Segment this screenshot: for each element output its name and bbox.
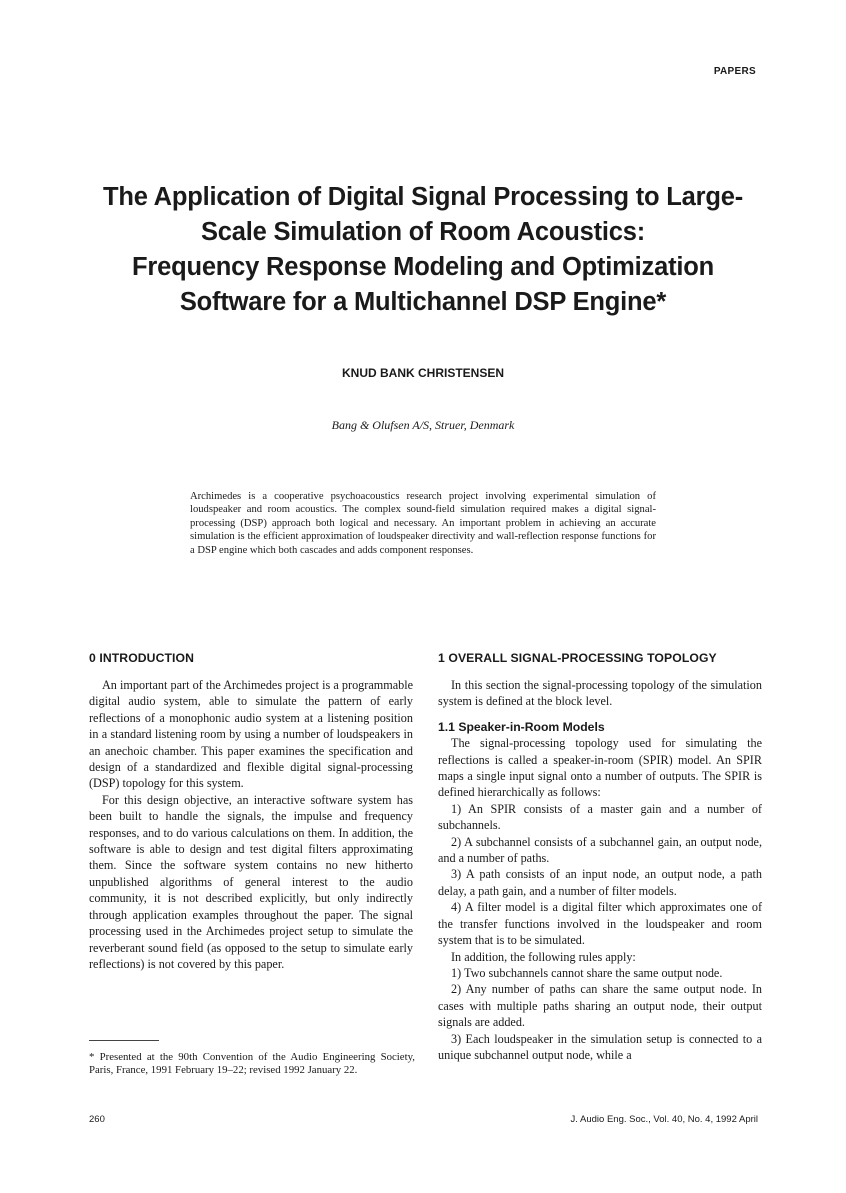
author-name: KNUD BANK CHRISTENSEN: [341, 366, 504, 380]
section-heading-topology: 1 OVERALL SIGNAL-PROCESSING TOPOLOGY: [438, 651, 717, 665]
author-affiliation: Bang & Olufsen A/S, Struer, Denmark: [331, 418, 515, 432]
right-column: [438, 677, 762, 1063]
title-line: The Application of Digital Signal Processing to Large-: [103, 183, 743, 211]
body-paragraph: The signal-processing topology used for simulating the reflections is called a speaker-in-room (SPIR) model. An SPIR maps a single input signal onto a number of outputs. The SPIR is defined hierarchically as follows:: [438, 736, 762, 800]
list-item: 2) A subchannel consists of a subchannel gain, an output node, and a number of paths.: [438, 834, 762, 866]
left-column: [89, 677, 413, 972]
section-header-label: PAPERS: [713, 66, 756, 77]
list-item: 2) Any number of paths can share the same output node. In cases with multiple paths sharing an output node, their output signals are added.: [438, 982, 762, 1030]
title-line: Software for a Multichannel DSP Engine*: [179, 288, 667, 316]
subsection-heading: 1.1 Speaker-in-Room Models: [438, 719, 605, 734]
body-paragraph: For this design objective, an interactive software system has been built to handle the signals, the impulse and frequency responses, and to do various calculations on them. In addition, the software is able to design and test digital filters approximating them. Since the software system contains no new hitherto unpublished algorithms of general interest to the audio community, it is not described explicitly, but only indirectly through application examples throughout the paper. The signal processing used in the Archimedes project setup to simulate the reverberant sound field (as opposed to the setup to simulate early reflections) is not covered by this paper.: [89, 792, 413, 971]
title-line: Scale Simulation of Room Acoustics:: [200, 218, 646, 246]
page-number: 260: [89, 1114, 105, 1125]
list-item: 1) An SPIR consists of a master gain and a number of subchannels.: [438, 801, 762, 833]
journal-citation: J. Audio Eng. Soc., Vol. 40, No. 4, 1992 April: [570, 1114, 758, 1125]
footnote-rule: [89, 1040, 159, 1041]
abstract: Archimedes is a cooperative psychoacoustics research project involving experimental simulation of loudspeaker and room acoustics. The complex sound-field simulation required makes a digital signal-processing (DSP) approach both logical and necessary. An important problem in achieving an accurate simulation is the efficient approximation of loudspeaker directivity and wall-reflection response functions for a DSP engine which both cascades and adds component responses.: [190, 491, 656, 556]
list-item: 4) A filter model is a digital filter which approximates one of the transfer functions involved in the loudspeaker and room system that is to be simulated.: [438, 900, 762, 948]
list-item: 3) A path consists of an input node, an output node, a path delay, a path gain, and a number of filter models.: [438, 867, 762, 898]
footnote: * Presented at the 90th Convention of the Audio Engineering Society, Paris, France, 1991 February 19–22; revised 1992 January 22.: [89, 1051, 415, 1076]
body-paragraph: An important part of the Archimedes project is a programmable digital audio system, able to simulate the pattern of early reflections of a monophonic audio system at a listening position in a standard listening room by using a number of loudspeakers in an anechoic chamber. This paper examines the specification and design of a standardized and flexible digital signal-processing (DSP) topology for this system.: [89, 678, 413, 791]
paper-title: [60, 180, 786, 320]
body-paragraph: In this section the signal-processing topology of the simulation system is defined at the block level.: [438, 678, 762, 709]
list-item: 1) Two subchannels cannot share the same output node.: [451, 965, 723, 980]
list-item: 3) Each loudspeaker in the simulation setup is connected to a unique subchannel output node, while a: [438, 1031, 762, 1062]
body-paragraph: In addition, the following rules apply:: [451, 949, 636, 964]
section-heading-introduction: 0 INTRODUCTION: [89, 651, 194, 665]
title-line: Frequency Response Modeling and Optimization: [131, 253, 714, 281]
